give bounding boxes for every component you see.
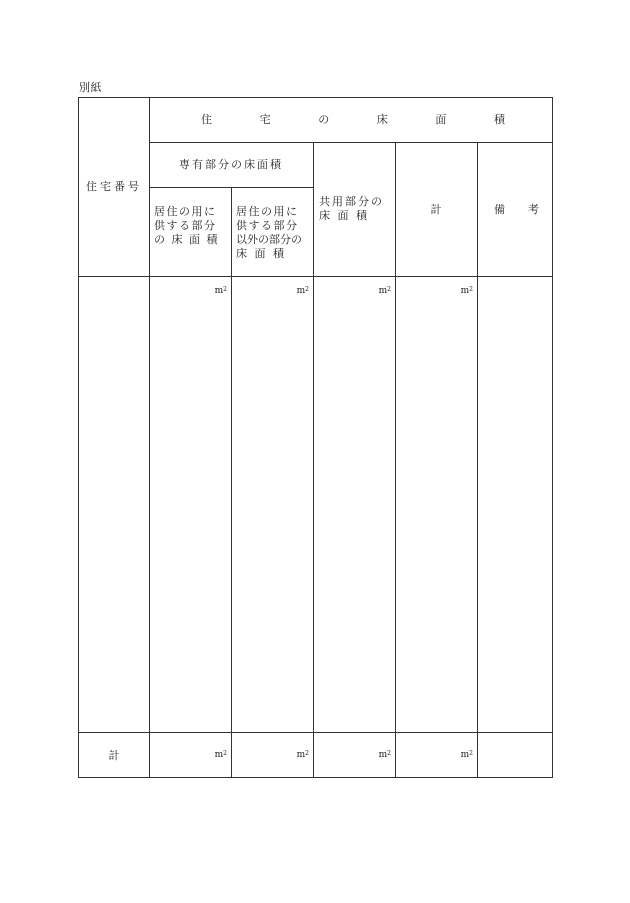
floor-area-char-6: 積 <box>493 113 505 126</box>
total-row-label: 計 <box>108 749 120 762</box>
divider-col-4 <box>395 143 396 777</box>
unit-total: $m^2$ <box>460 286 473 296</box>
other-use-line-4: 床 面 積 <box>236 247 286 260</box>
unit-residential: $m^2$ <box>214 286 227 296</box>
remarks-header <box>494 203 539 217</box>
residential-use-line-2: 供する部分 <box>154 219 217 232</box>
total-header: 計 <box>430 203 442 216</box>
other-use-header <box>236 205 310 261</box>
attachment-caption: 別紙 <box>79 81 102 94</box>
floor-area-char-3: の <box>318 113 330 126</box>
divider-col-1 <box>149 98 150 777</box>
divider-row-2 <box>149 187 313 188</box>
residential-use-line-1: 居住の用に <box>154 205 217 218</box>
total-unit-other-use: $m^2$ <box>296 750 309 760</box>
divider-row-3 <box>79 276 552 277</box>
common-area-header <box>319 195 393 223</box>
floor-area-char-2: 宅 <box>259 113 271 126</box>
divider-row-4 <box>79 732 552 733</box>
house-number-header: 住宅番号 <box>86 180 142 193</box>
unit-common: $m^2$ <box>378 286 391 296</box>
common-area-line-2: 床 面 積 <box>319 209 369 222</box>
residential-use-header <box>154 205 228 247</box>
floor-area-form-table <box>78 97 553 778</box>
floor-area-char-4: 床 <box>376 113 388 126</box>
unit-other-use: $m^2$ <box>296 286 309 296</box>
remarks-char-1: 備 <box>494 203 505 216</box>
floor-area-header <box>201 113 505 127</box>
total-unit-total: $m^2$ <box>460 750 473 760</box>
divider-col-3 <box>313 143 314 777</box>
residential-use-line-3: の 床 面 積 <box>154 233 219 246</box>
other-use-line-2: 供する部分 <box>236 219 299 232</box>
divider-col-5 <box>477 143 478 777</box>
other-use-line-3: 以外の部分の <box>236 233 302 246</box>
divider-row-1 <box>149 142 552 143</box>
exclusive-area-header: 専有部分の床面積 <box>179 158 283 171</box>
common-area-line-1: 共用部分の <box>319 195 384 208</box>
total-unit-common: $m^2$ <box>378 750 391 760</box>
total-unit-residential: $m^2$ <box>214 750 227 760</box>
remarks-char-2: 考 <box>528 203 539 216</box>
floor-area-char-1: 住 <box>201 113 212 126</box>
floor-area-char-5: 面 <box>435 113 447 126</box>
other-use-line-1: 居住の用に <box>236 205 299 218</box>
